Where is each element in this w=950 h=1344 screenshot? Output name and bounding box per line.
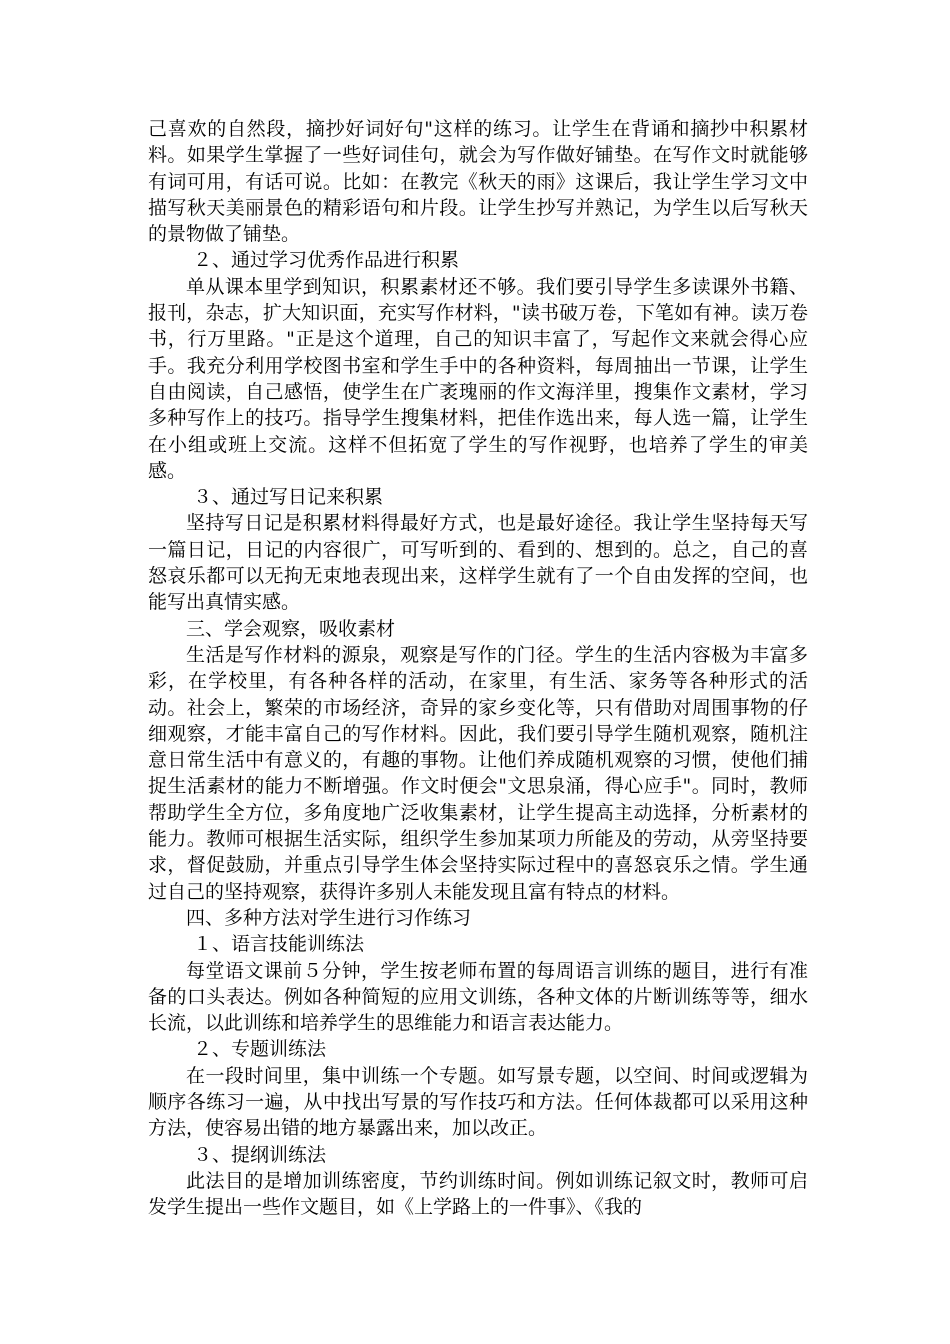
subheading-topic-training: ２、专题训练法 [193, 1038, 327, 1061]
paragraph-observation: 生活是写作材料的源泉，观察是写作的门径。学生的生活内容极为丰富多彩，在学校里，有各种各样的活动，在家里，有生活、家务等各种形式的活动。社会上，繁荣的市场经济，奇异的家乡变化等，只有借助对周围事物的仔细观察，才能丰富自己的写作材料。因此，我们要引导学生随机观察，随机注意日常生活中有意义的，有趣的事物。让他们养成随机观察的习惯，使他们捕捉生活素材的能力不断增强。作文时便会"文思泉涌，得心应手"。同时，教师帮助学生全方位，多角度地广泛收集素材，让学生提高主动选择，分析素材的能力。教师可根据生活实际，组织学生参加某项力所能及的劳动，从旁坚持要求，督促鼓励，并重点引导学生体会坚持实际过程中的喜怒哀乐之情。学生通过自己的坚持观察，获得许多别人未能发现且富有特点的材料。 [148, 643, 808, 903]
section-heading-practice-methods: 四、多种方法对学生进行习作练习 [186, 906, 472, 929]
subheading-language-skills: １、语言技能训练法 [193, 933, 365, 956]
document-body [148, 116, 808, 1220]
paragraph-reading: 单从课本里学到知识，积累素材还不够。我们要引导学生多读课外书籍、报刊，杂志，扩大知识面，充实写作材料，"读书破万卷，下笔如有神。读万卷书，行万里路。"正是这个道理，自己的知识丰富了，写起作文来就会得心应手。我充分利用学校图书室和学生手中的各种资料，每周抽出一节课，让学生自由阅读，自己感悟，使学生在广袤瑰丽的作文海洋里，搜集作文素材，学习多种写作上的技巧。指导学生搜集材料，把佳作选出来，每人选一篇，让学生在小组或班上交流。这样不但拓宽了学生的写作视野，也培养了学生的审美感。 [148, 275, 808, 482]
paragraph-outline-training: 此法目的是增加训练密度，节约训练时间。例如训练记叙文时，教师可启发学生提出一些作文题目，如《上学路上的一件事》、《我的 [148, 1169, 808, 1219]
paragraph-language-skills: 每堂语文课前５分钟，学生按老师布置的每周语言训练的题目，进行有准备的口头表达。例如各种简短的应用文训练，各种文体的片断训练等等，细水长流，以此训练和培养学生的思维能力和语言表达能力。 [148, 959, 808, 1035]
subheading-excellent-works: ２、通过学习优秀作品进行积累 [193, 249, 460, 272]
subheading-outline-training: ３、提纲训练法 [193, 1143, 327, 1166]
section-heading-observation: 三、学会观察，吸收素材 [186, 617, 396, 640]
subheading-diary: ３、通过写日记来积累 [193, 486, 384, 509]
paragraph-diary: 坚持写日记是积累材料得最好方式，也是最好途径。我让学生坚持每天写一篇日记，日记的内容很广，可写听到的、看到的、想到的。总之，自己的喜怒哀乐都可以无拘无束地表现出来，这样学生就有了一个自由发挥的空间，也能写出真情实感。 [148, 512, 808, 614]
paragraph-topic-training: 在一段时间里，集中训练一个专题。如写景专题，以空间、时间或逻辑为顺序各练习一遍，从中找出写景的写作技巧和方法。任何体裁都可以采用这种方法，使容易出错的地方暴露出来，加以改正。 [148, 1064, 808, 1140]
paragraph-continuation: 己喜欢的自然段，摘抄好词好句"这样的练习。让学生在背诵和摘抄中积累材料。如果学生掌握了一些好词佳句，就会为写作做好铺垫。在写作文时就能够有词可用，有话可说。比如：在教完《秋天的雨》这课后，我让学生学习文中描写秋天美丽景色的精彩语句和片段。让学生抄写并熟记，为学生以后写秋天的景物做了铺垫。 [148, 118, 808, 246]
